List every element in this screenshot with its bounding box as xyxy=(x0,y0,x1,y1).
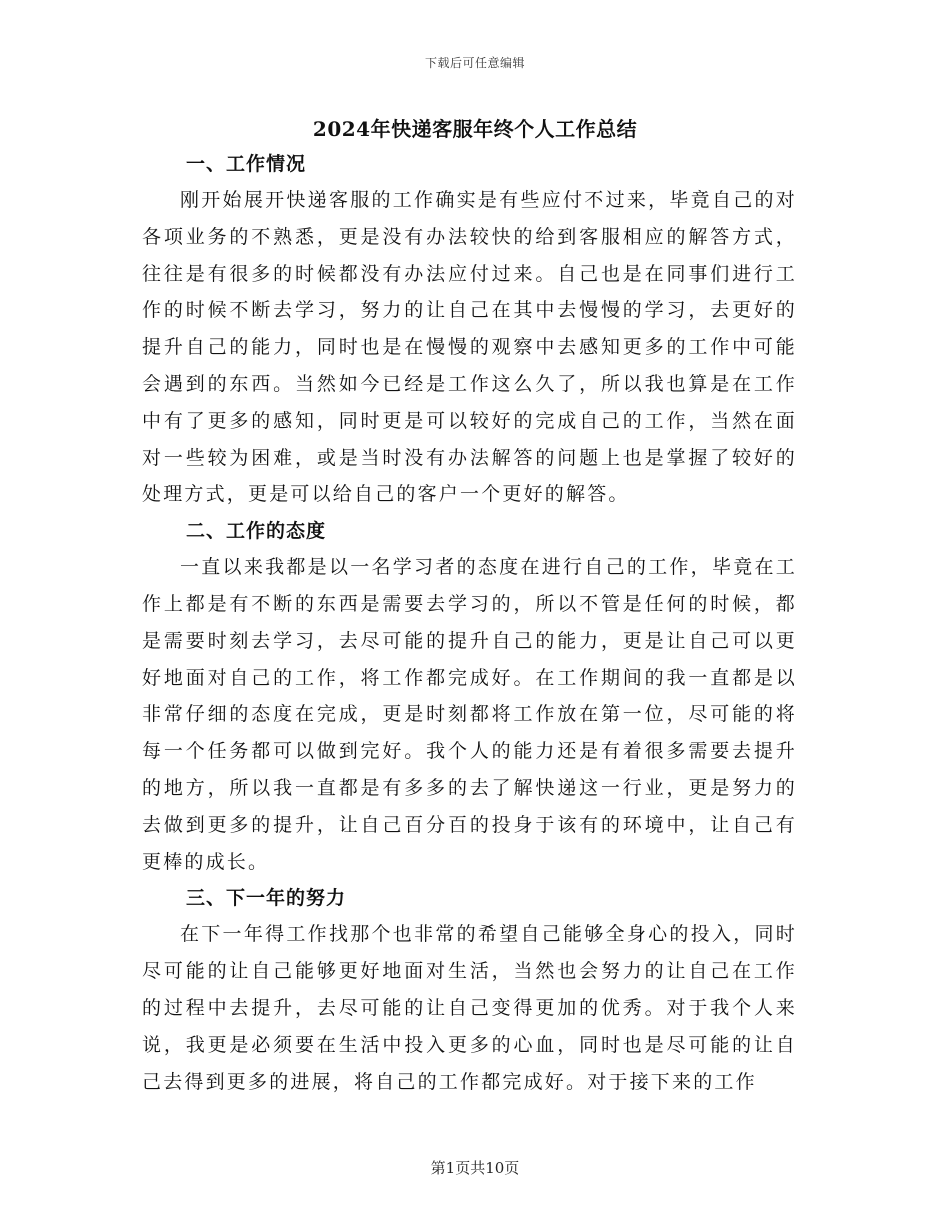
document-title: 2024年快递客服年终个人工作总结 xyxy=(312,117,638,141)
section-heading-work-status: 一、工作情况 xyxy=(186,153,307,175)
section-paragraph-next-year: 在下一年得工作找那个也非常的希望自己能够全身心的投入，同时尽可能的让自己能够更好地面对生活，当然也会努力的让自己在工作的过程中去提升，去尽可能的让自己变得更加的优秀。对于我个人来说，我更是必须要在生活中投入更多的心血，同时也是尽可能的让自己去得到更多的进展，将自己的工作都完成好。对于接下来的工作 xyxy=(142,923,797,1093)
document-body xyxy=(142,146,797,1100)
page-number-footer: 第1页共10页 xyxy=(430,1159,520,1177)
section-heading-next-year: 三、下一年的努力 xyxy=(186,887,347,910)
section-heading-work-attitude: 二、工作的态度 xyxy=(186,520,327,543)
section-paragraph-work-status: 刚开始展开快递客服的工作确实是有些应付不过来，毕竟自己的对各项业务的不熟悉，更是没有办法较快的给到客服相应的解答方式，往往是有很多的时候都没有办法应付过来。自己也是在同事们进行工作的时候不断去学习，努力的让自己在其中去慢慢的学习，去更好的提升自己的能力，同时也是在慢慢的观察中去感知更多的工作中可能会遇到的东西。当然如今已经是工作这么久了，所以我也算是在工作中有了更多的感知，同时更是可以较好的完成自己的工作，当然在面对一些较为困难，或是当时没有办法解答的问题上也是掌握了较好的处理方式，更是可以给自己的客户一个更好的解答。 xyxy=(142,189,797,506)
section-paragraph-work-attitude: 一直以来我都是以一名学习者的态度在进行自己的工作，毕竟在工作上都是有不断的东西是需要去学习的，所以不管是任何的时候，都是需要时刻去学习，去尽可能的提升自己的能力，更是让自己可以更好地面对自己的工作，将工作都完成好。在工作期间的我一直都是以非常仔细的态度在完成，更是时刻都将工作放在第一位，尽可能的将每一个任务都可以做到完好。我个人的能力还是有着很多需要去提升的地方，所以我一直都是有多多的去了解快递这一行业，更是努力的去做到更多的提升，让自己百分百的投身于该有的环境中，让自己有更棒的成长。 xyxy=(142,556,797,873)
header-note: 下载后可任意编辑 xyxy=(424,56,525,70)
